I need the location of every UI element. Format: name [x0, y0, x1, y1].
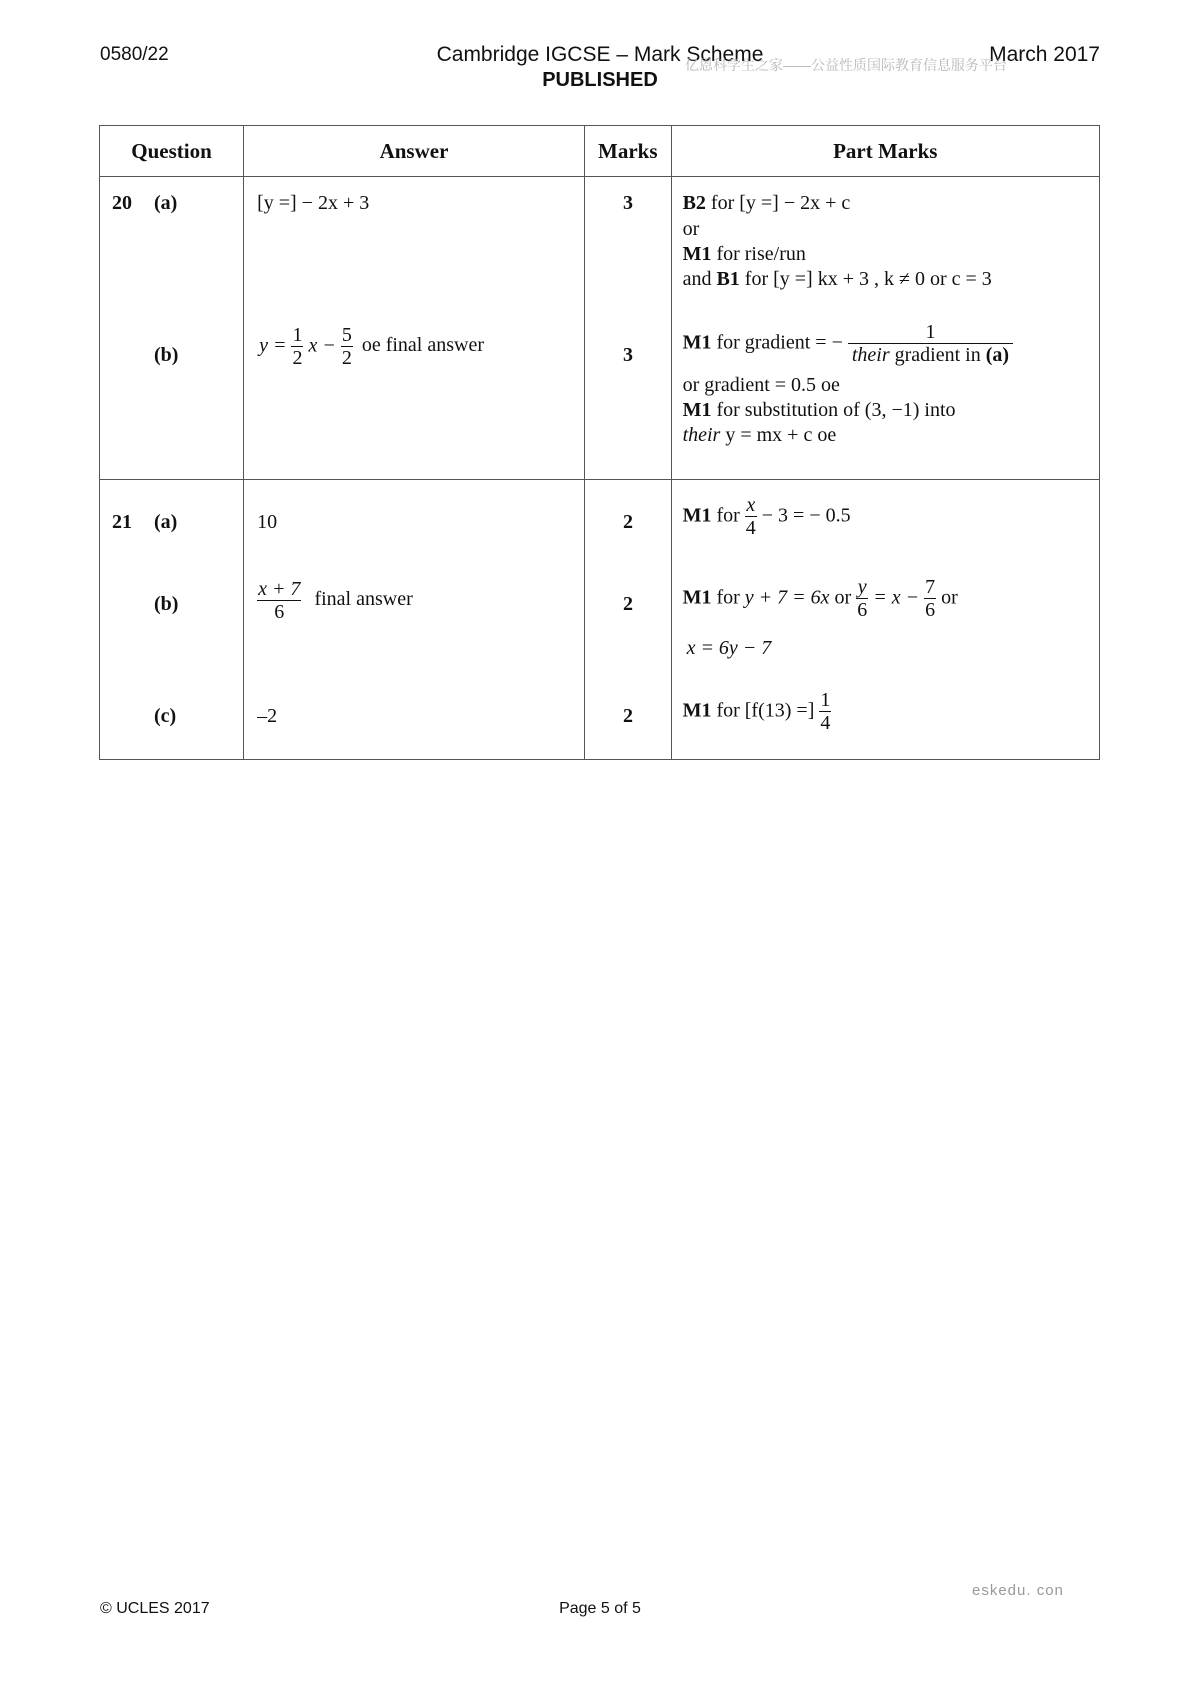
q21b-pm-or1: or — [834, 586, 852, 609]
q21c-pm-frac — [819, 689, 831, 735]
q21c-pm-frac-num: 1 — [820, 689, 831, 711]
q20b-ans-frac1-num: 1 — [292, 324, 303, 346]
q21a-pm-m1 — [683, 494, 851, 540]
q20a-pm-b1-text: for [y =] kx + 3 , k ≠ 0 or c = 3 — [744, 268, 992, 290]
q20b-pm1-den-part: (a) — [985, 344, 1010, 367]
site-watermark: eskedu. con — [972, 1582, 1064, 1599]
q20a-pm-m1 — [683, 243, 806, 266]
q21b-pm-code: M1 — [682, 586, 712, 609]
q20b-pm-their-line — [683, 424, 837, 447]
q21c-pm-text: for [f(13) =] — [716, 699, 815, 722]
q20b-pm4-text: y = mx + c oe — [725, 424, 837, 446]
q20b-ans-mid: x − — [308, 334, 336, 357]
q20b-pm3-code: M1 — [682, 399, 712, 421]
q21b-answer — [257, 578, 413, 624]
q20a-marks: 3 — [622, 192, 633, 214]
q21-marks-cell — [584, 480, 671, 760]
q21b-pm-frac2-num: 7 — [925, 576, 936, 598]
q21b-pm-frac1-num: y — [857, 576, 867, 598]
q21a-pm-for: for — [716, 504, 740, 527]
q20b-pm1-frac-den — [848, 344, 1013, 366]
q21a-pm-frac-den: 4 — [745, 517, 756, 540]
q20b-pm-m1-gradient — [683, 321, 1014, 367]
q21b-pm-frac1-den: 6 — [857, 599, 868, 622]
q21c-pm-m1 — [683, 689, 832, 735]
q21b-ans-suffix: final answer — [314, 588, 413, 611]
copyright-text: © UCLES 2017 — [100, 1600, 210, 1617]
q21c-part: (c) — [154, 705, 177, 727]
q20-number: 20 — [112, 192, 132, 214]
q21c-answer: –2 — [257, 705, 278, 727]
q20b-pm3-text: for substitution of (3, −1) into — [716, 399, 956, 421]
header-question: Question — [100, 126, 244, 177]
q21b-marks: 2 — [622, 593, 633, 615]
q21a-answer: 10 — [257, 511, 278, 533]
q21a-pm-frac — [745, 494, 757, 540]
q20b-ans-y: y = — [259, 334, 287, 357]
q20a-answer: [y =] − 2x + 3 — [257, 192, 370, 214]
header-marks: Marks — [584, 126, 671, 177]
q21b-pm-frac2 — [924, 576, 936, 622]
q21b-pm-frac2-den: 6 — [925, 599, 936, 622]
q20b-pm-m1-substitution — [683, 399, 956, 422]
q20b-ans-suffix: oe final answer — [361, 334, 484, 357]
table-header-row — [100, 126, 1100, 177]
q21b-pm-line2: x = 6y − 7 — [686, 637, 772, 659]
q20b-pm1-den-their: their — [851, 344, 890, 367]
q21a-pm-frac-num: x — [746, 494, 756, 516]
q20a-part: (a) — [154, 192, 178, 214]
q21b-ans-frac-den: 6 — [274, 601, 285, 624]
q20a-pm-b2-text: for [y =] − 2x + c — [710, 192, 851, 214]
q20a-pm-b1 — [683, 268, 992, 291]
q21-answer-cell — [244, 480, 585, 760]
q20b-pm-or-gradient: or gradient = 0.5 oe — [682, 374, 840, 396]
q21b-pm-m1 — [683, 576, 958, 622]
q21-question-cell — [100, 480, 244, 760]
watermark-text: 亿恩科学生之家——公益性质国际教育信息服务平台 — [685, 57, 1007, 73]
q20b-pm1-text: for gradient = − — [716, 331, 843, 354]
q20-marks-cell — [584, 177, 671, 480]
q21b-pm-eq1: y + 7 = 6x — [744, 586, 830, 609]
q20a-pm-b2 — [683, 192, 851, 215]
q21c-pm-frac-den: 4 — [820, 712, 831, 735]
header-answer: Answer — [244, 126, 585, 177]
q20b-ans-frac1 — [291, 324, 303, 370]
q20b-pm1-frac — [848, 321, 1013, 367]
document-title: Cambridge IGCSE – Mark Scheme — [436, 43, 764, 66]
q20b-ans-frac2-den: 2 — [341, 347, 352, 370]
q20b-part: (b) — [154, 344, 179, 366]
header-part-marks: Part Marks — [671, 126, 1099, 177]
q20b-ans-frac2-num: 5 — [341, 324, 352, 346]
q21b-pm-for: for — [716, 586, 740, 609]
q20b-pm1-code: M1 — [682, 331, 712, 354]
q20-partmarks-cell — [671, 177, 1099, 480]
q20-answer-cell — [244, 177, 585, 480]
q21a-pm-code: M1 — [682, 504, 712, 527]
q20a-pm-or: or — [682, 218, 700, 240]
mark-scheme-table — [99, 125, 1100, 760]
q20b-marks: 3 — [622, 344, 633, 366]
q20a-pm-and: and — [682, 268, 712, 290]
q21b-pm-frac1 — [856, 576, 868, 622]
q21c-marks: 2 — [622, 705, 633, 727]
table-row-q21 — [100, 480, 1100, 760]
q21a-pm-rest: − 3 = − 0.5 — [761, 504, 851, 527]
q21c-pm-code: M1 — [682, 699, 712, 722]
q20b-pm1-den-text: gradient in — [894, 344, 981, 367]
q20a-pm-m1-text: for rise/run — [716, 243, 806, 265]
q21b-pm-mid: = x − — [873, 586, 920, 609]
q21b-pm-or2: or — [941, 586, 958, 609]
q21a-marks: 2 — [622, 511, 633, 533]
q21b-part: (b) — [154, 593, 179, 615]
q20b-pm1-frac-num: 1 — [848, 321, 1013, 344]
q20b-ans-frac2 — [341, 324, 353, 370]
q20a-pm-b2-code: B2 — [682, 192, 706, 214]
q21-number: 21 — [112, 511, 132, 533]
q20a-pm-m1-code: M1 — [682, 243, 712, 265]
q21a-part: (a) — [154, 511, 178, 533]
q20b-ans-frac1-den: 2 — [292, 347, 303, 370]
table-row-q20 — [100, 177, 1100, 480]
q20-question-cell — [100, 177, 244, 480]
q21b-ans-frac-num: x + 7 — [258, 578, 301, 600]
q20a-pm-b1-code: B1 — [716, 268, 740, 290]
q21b-ans-frac — [257, 578, 301, 624]
q20b-pm4-their: their — [682, 424, 721, 446]
document-date: March 2017 — [989, 43, 1100, 66]
q21-partmarks-cell — [671, 480, 1099, 760]
document-subtitle: PUBLISHED — [542, 69, 658, 91]
page-number: Page 5 of 5 — [559, 1600, 641, 1617]
document-code: 0580/22 — [100, 44, 169, 65]
q20b-answer — [259, 324, 484, 370]
